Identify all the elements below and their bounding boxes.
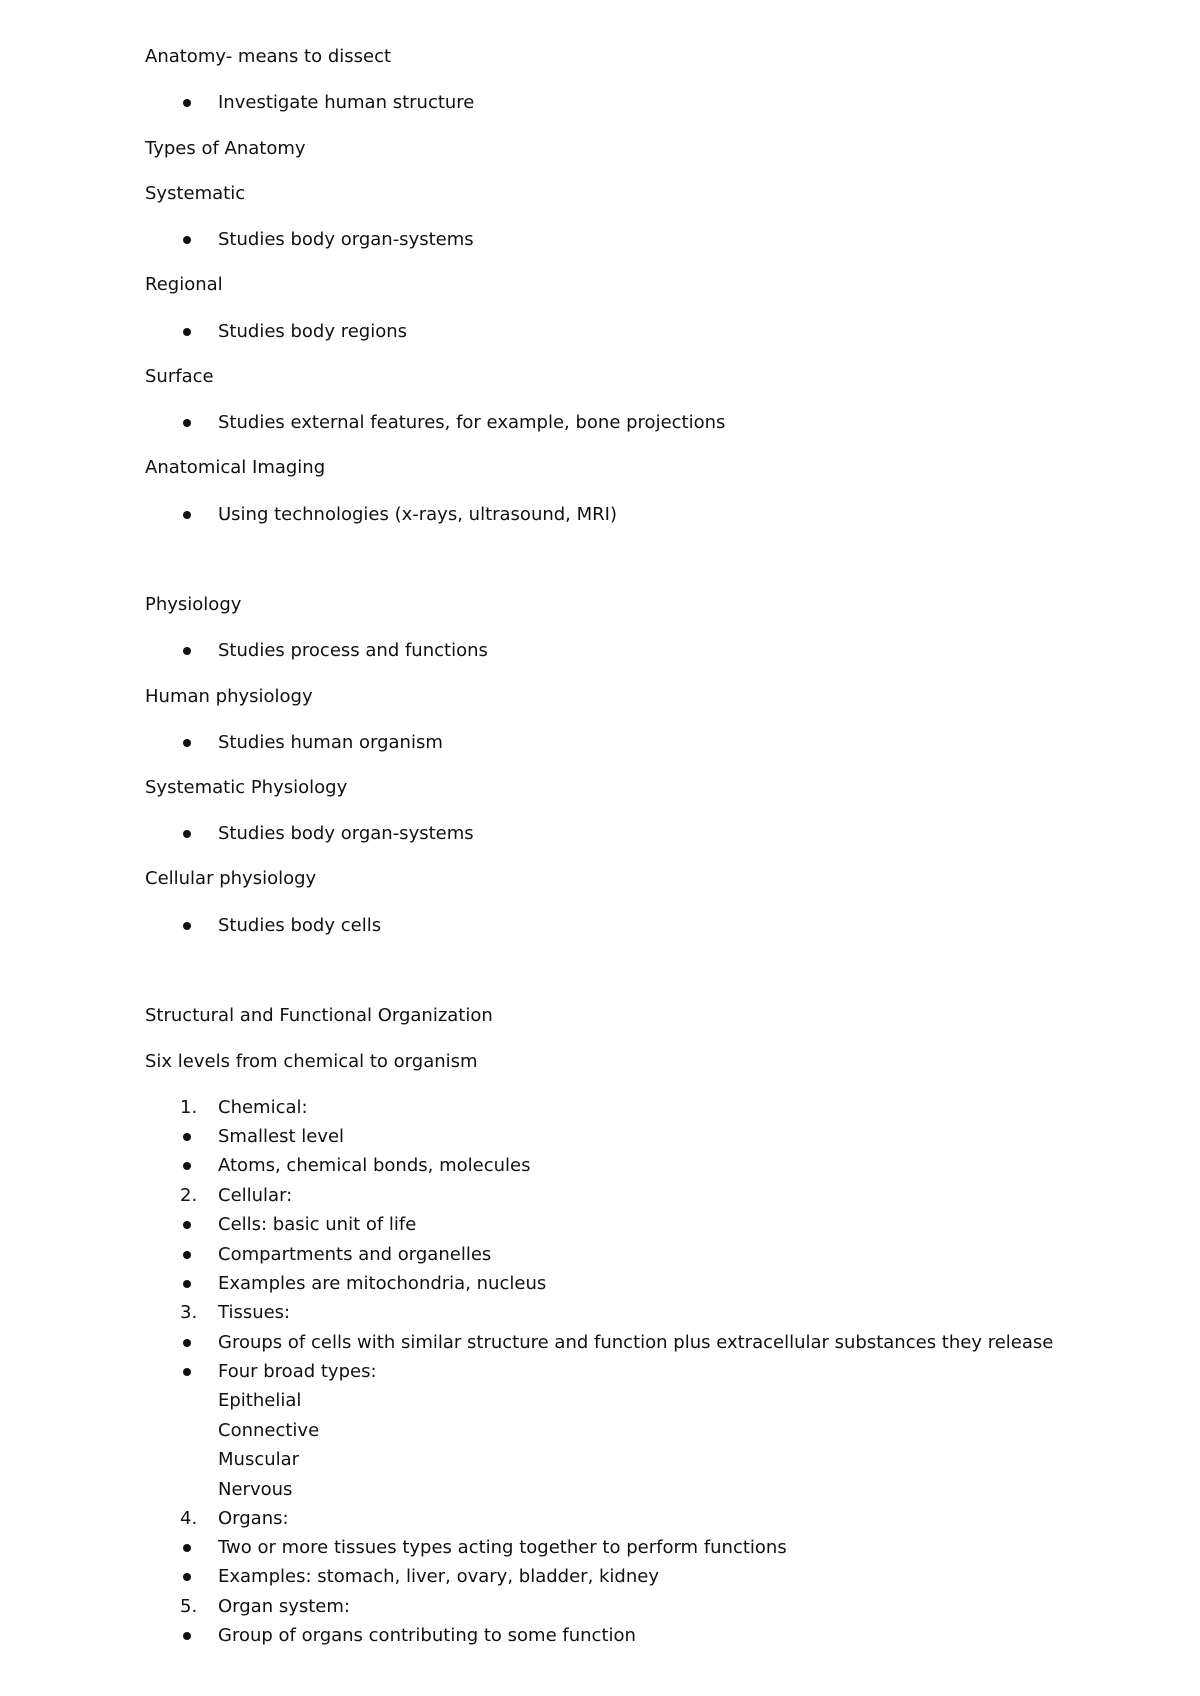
bullet-icon xyxy=(183,1162,191,1170)
level-label: Organ system: xyxy=(218,1596,350,1617)
bullet-icon xyxy=(183,99,191,107)
heading-physiology: Physiology xyxy=(145,594,242,615)
tissue-type: Muscular xyxy=(218,1449,300,1470)
bullet-icon xyxy=(183,328,191,336)
bullet-icon xyxy=(183,1632,191,1640)
tissue-type: Epithelial xyxy=(218,1390,302,1411)
heading-cellular-physiology: Cellular physiology xyxy=(145,868,317,889)
bullet-item: Examples: stomach, liver, ovary, bladder, kidney xyxy=(218,1566,659,1587)
bullet-item: Studies human organism xyxy=(218,732,443,753)
bullet-icon xyxy=(183,830,191,838)
heading-human-physiology: Human physiology xyxy=(145,686,313,707)
bullet-icon xyxy=(183,1221,191,1229)
bullet-item: Two or more tissues types acting together to perform functions xyxy=(218,1537,787,1558)
level-label: Organs: xyxy=(218,1508,289,1529)
bullet-item: Studies process and functions xyxy=(218,640,488,661)
level-label: Cellular: xyxy=(218,1185,293,1206)
heading-surface: Surface xyxy=(145,366,214,387)
bullet-item: Using technologies (x-rays, ultrasound, MRI) xyxy=(218,504,617,525)
bullet-item: Studies body regions xyxy=(218,321,408,342)
heading-systematic: Systematic xyxy=(145,183,246,204)
bullet-item: Investigate human structure xyxy=(218,92,475,113)
bullet-item: Group of organs contributing to some function xyxy=(218,1625,636,1646)
bullet-icon xyxy=(183,1251,191,1259)
bullet-item: Atoms, chemical bonds, molecules xyxy=(218,1155,531,1176)
bullet-icon xyxy=(183,1573,191,1581)
bullet-icon xyxy=(183,1339,191,1347)
bullet-icon xyxy=(183,739,191,747)
heading-regional: Regional xyxy=(145,274,223,295)
list-number: 3. xyxy=(180,1302,198,1323)
level-label: Tissues: xyxy=(218,1302,291,1323)
tissue-type: Nervous xyxy=(218,1479,293,1500)
list-number: 5. xyxy=(180,1596,198,1617)
tissue-type: Connective xyxy=(218,1420,320,1441)
level-label: Chemical: xyxy=(218,1097,308,1118)
bullet-item: Studies body cells xyxy=(218,915,382,936)
bullet-item: Cells: basic unit of life xyxy=(218,1214,417,1235)
bullet-item: Examples are mitochondria, nucleus xyxy=(218,1273,547,1294)
heading-anatomical-imaging: Anatomical Imaging xyxy=(145,457,326,478)
heading-structural-functional: Structural and Functional Organization xyxy=(145,1005,493,1026)
bullet-icon xyxy=(183,236,191,244)
bullet-icon xyxy=(183,1544,191,1552)
bullet-icon xyxy=(183,511,191,519)
bullet-icon xyxy=(183,1133,191,1141)
bullet-item: Smallest level xyxy=(218,1126,345,1147)
bullet-item: Studies body organ-systems xyxy=(218,229,474,250)
list-number: 1. xyxy=(180,1097,198,1118)
bullet-icon xyxy=(183,922,191,930)
bullet-item: Studies body organ-systems xyxy=(218,823,474,844)
heading-systematic-physiology: Systematic Physiology xyxy=(145,777,348,798)
bullet-item: Four broad types: xyxy=(218,1361,377,1382)
bullet-icon xyxy=(183,1368,191,1376)
bullet-item: Studies external features, for example, bone projections xyxy=(218,412,726,433)
heading-types-of-anatomy: Types of Anatomy xyxy=(145,138,306,159)
heading-six-levels: Six levels from chemical to organism xyxy=(145,1051,478,1072)
bullet-item: Compartments and organelles xyxy=(218,1244,492,1265)
list-number: 2. xyxy=(180,1185,198,1206)
bullet-icon xyxy=(183,647,191,655)
bullet-item: Groups of cells with similar structure and function plus extracellular substances they release xyxy=(218,1332,1054,1353)
bullet-icon xyxy=(183,419,191,427)
list-number: 4. xyxy=(180,1508,198,1529)
bullet-icon xyxy=(183,1280,191,1288)
heading-anatomy: Anatomy- means to dissect xyxy=(145,46,392,67)
